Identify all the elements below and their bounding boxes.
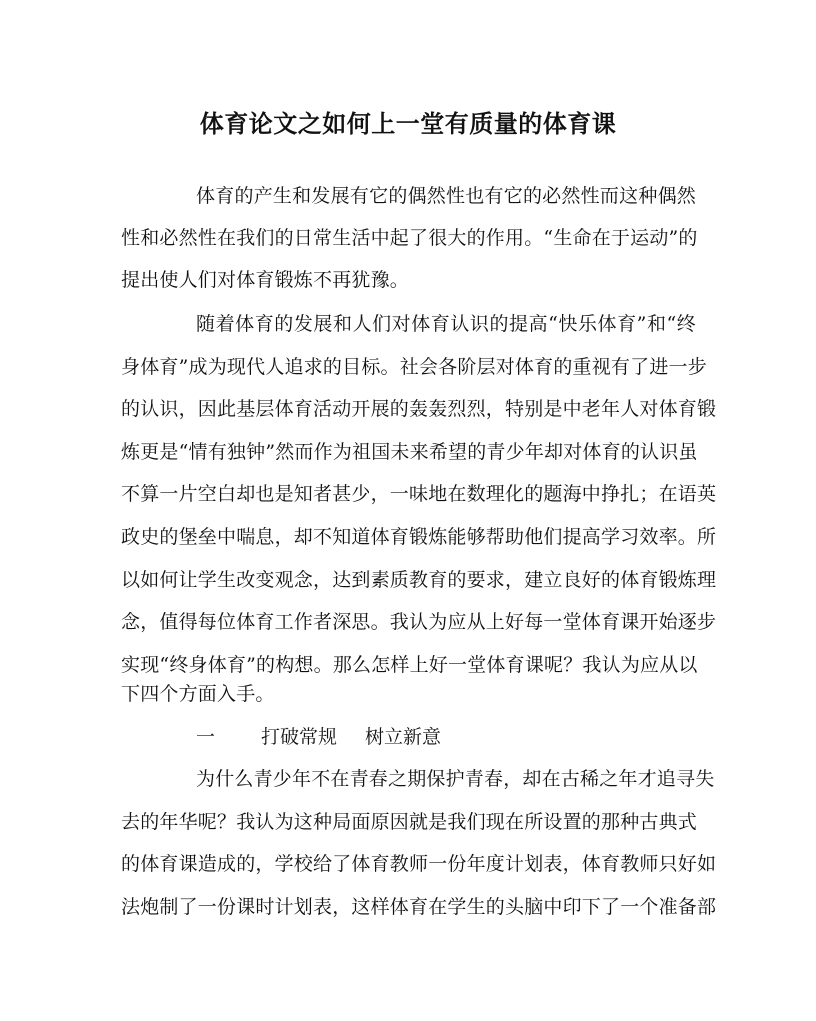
paragraph-1-line-3: 提出使人们对体育锻炼不再犹豫。 xyxy=(121,269,410,291)
paragraph-1-line-2: 性和必然性在我们的日常生活中起了很大的作用。“生命在于运动”的 xyxy=(121,227,698,249)
paragraph-2-line-6: 政史的堡垒中喘息，却不知道体育锻炼能够帮助他们提高学习效率。所 xyxy=(121,526,717,548)
section-heading-number: 一 xyxy=(196,726,216,748)
paragraph-2-line-8: 念，值得每位体育工作者深思。我认为应从上好每一堂体育课开始逐步 xyxy=(121,611,717,633)
paragraph-3-line-2: 去的年华呢？我认为这种局面原因就是我们现在所设置的那种古典式 xyxy=(121,811,698,833)
paragraph-3-line-1: 为什么青少年不在青春之期保护青春，却在古稀之年才追寻失 xyxy=(196,768,715,790)
paragraph-2-line-9: 实现“终身体育”的构想。那么怎样上好一堂体育课呢？我认为应从以 xyxy=(121,654,698,676)
paragraph-3-line-4: 法炮制了一份课时计划表，这样体育在学生的头脑中印下了一个准备部 xyxy=(121,896,717,918)
section-heading-part-2: 树立新意 xyxy=(365,726,442,748)
paragraph-2-line-1: 随着体育的发展和人们对体育认识的提高“快乐体育”和“终 xyxy=(196,313,696,335)
paragraph-2-line-10: 下四个方面入手。 xyxy=(121,683,275,705)
paragraph-2-line-2: 身体育”成为现代人追求的目标。社会各阶层对体育的重视有了进一步 xyxy=(121,356,707,378)
paragraph-2-line-7: 以如何让学生改变观念，达到素质教育的要求，建立良好的体育锻炼理 xyxy=(121,569,717,591)
paragraph-2-line-5: 不算一片空白却也是知者甚少，一味地在数理化的题海中挣扎；在语英 xyxy=(121,483,717,505)
paragraph-1-line-1: 体育的产生和发展有它的偶然性也有它的必然性而这种偶然 xyxy=(196,185,696,207)
paragraph-2-line-4: 炼更是“情有独钟”然而作为祖国未来希望的青少年却对体育的认识虽 xyxy=(121,441,698,463)
section-heading-part-1: 打破常规 xyxy=(261,726,338,748)
paragraph-3-line-3: 的体育课造成的，学校给了体育教师一份年度计划表，体育教师只好如 xyxy=(121,853,717,875)
paragraph-2-line-3: 的认识，因此基层体育活动开展的轰轰烈烈，特别是中老年人对体育锻 xyxy=(121,398,717,420)
document-title: 体育论文之如何上一堂有质量的体育课 xyxy=(199,109,617,138)
